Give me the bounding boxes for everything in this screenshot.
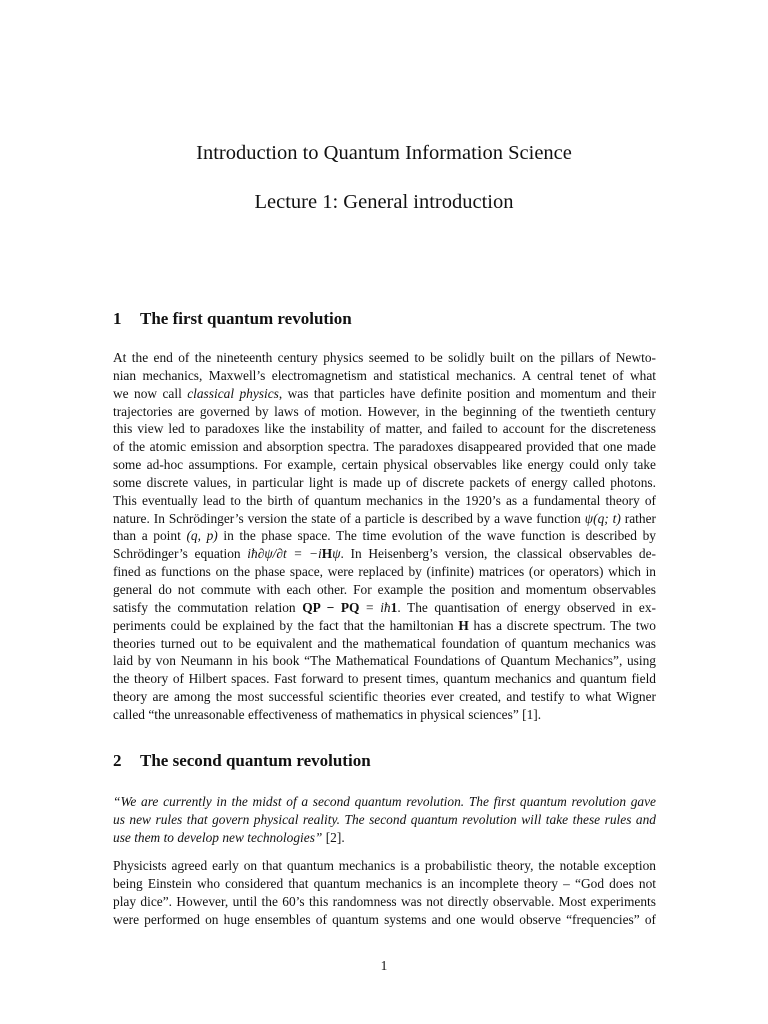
paragraph-line: At the end of the nineteenth century physics seemed to be solidly built on the pillars of Newto- xyxy=(113,350,656,365)
document-title: Introduction to Quantum Information Science xyxy=(196,142,572,164)
paragraph-line: satisfy the commutation relation QP − PQ = iħ1. The quantisation of energy observed in ex- xyxy=(113,599,656,615)
section-1-heading xyxy=(113,309,352,329)
section-1-paragraph xyxy=(113,349,656,724)
quote-line: “We are currently in the midst of a second quantum revolution. The first quantum revolution gave xyxy=(113,794,656,809)
paragraph-line: being Einstein who considered that quantum mechanics is an incomplete theory – “God does not xyxy=(113,875,656,891)
citation-2: [2]. xyxy=(322,829,345,845)
commutation-relation-formula: QP − PQ = iħ1 xyxy=(302,599,398,615)
paragraph-line: theory are among the most successful scientific theories ever created, and testify to what Wigner xyxy=(113,689,656,705)
paragraph-line: nian mechanics, Maxwell’s electromagnetism and statistical mechanics. A central tenet of what xyxy=(113,367,656,383)
paragraph-line: periments could be explained by the fact that the hamiltonian H has a discrete spectrum. The two xyxy=(113,617,656,633)
section-2-paragraph xyxy=(113,857,656,928)
section-2-number: 2 xyxy=(113,751,122,770)
phase-space-point-formula: (q, p) xyxy=(186,528,218,544)
paragraph-line: trajectories are governed by laws of motion. However, in the beginning of the twentieth century xyxy=(113,403,656,419)
paragraph-line: were performed on huge ensembles of quantum systems and one would observe “frequencies” of xyxy=(113,911,656,927)
paragraph-line: the theory of Hilbert spaces. Fast forward to present times, quantum mechanics and quantum field xyxy=(113,671,656,687)
section-1-title: The first quantum revolution xyxy=(140,309,352,328)
paragraph-line: of the atomic emission and absorption spectra. The paradoxes disappeared provided that one made xyxy=(113,439,656,455)
section-2-quote xyxy=(113,793,656,847)
paragraph-line: some discrete values, in particular light is made up of discrete packets of energy called photons. xyxy=(113,474,656,490)
paragraph-line: fined as functions on the phase space, were replaced by (infinite) matrices (or operators) which in xyxy=(113,564,656,580)
quote-line: use them to develop new technologies” [2]. xyxy=(113,829,345,845)
quote-line: us new rules that govern physical reality. The second quantum revolution will take these rules and xyxy=(113,811,656,827)
paragraph-line: Schrödinger’s equation iħ∂ψ/∂t = −iHψ. In Heisenberg’s version, the classical observables de- xyxy=(113,546,656,562)
lecture-subtitle: Lecture 1: General introduction xyxy=(254,191,514,213)
paragraph-line: called “the unreasonable effectiveness of mathematics in physical sciences” [1]. xyxy=(113,706,542,722)
paragraph-line: theories turned out to be equivalent and the mathematical foundation of quantum mechanics was xyxy=(113,635,656,651)
page-number: 1 xyxy=(380,958,388,973)
paragraph-line: this view led to paradoxes like the instability of matter, and failed to account for the discreteness xyxy=(113,421,656,437)
paragraph-line: some ad-hoc assumptions. For example, certain physical observables like energy could only take xyxy=(113,457,656,473)
paragraph-line: than a point (q, p) in the phase space. The time evolution of the wave function is described by xyxy=(113,528,656,544)
paragraph-line: This eventually lead to the birth of quantum mechanics in the 1920’s as a fundamental theory of xyxy=(113,492,656,508)
section-2-title: The second quantum revolution xyxy=(140,751,371,770)
paragraph-line: nature. In Schrödinger’s version the state of a particle is described by a wave function ψ(q; t) rather xyxy=(113,510,656,526)
schrodinger-equation-formula: iħ∂ψ/∂t = −iHψ xyxy=(247,546,341,562)
section-2-heading xyxy=(113,751,371,771)
hamiltonian-symbol: H xyxy=(458,617,469,633)
wave-function-formula: ψ(q; t) xyxy=(584,510,621,526)
paragraph-line: general do not commute with each other. For example the position and momentum observables xyxy=(113,581,656,597)
paragraph-line: Physicists agreed early on that quantum mechanics is a probabilistic theory, the notable exception xyxy=(113,858,656,873)
paragraph-line: play dice”. However, until the 60’s this randomness was not directly observable. Most experiments xyxy=(113,893,656,909)
classical-physics-term: classical physics xyxy=(187,385,279,401)
paragraph-line: we now call classical physics, was that particles have definite position and momentum and their xyxy=(113,385,656,401)
section-1-number: 1 xyxy=(113,309,122,328)
paragraph-line: laid by von Neumann in his book “The Mathematical Foundations of Quantum Mechanics”, using xyxy=(113,653,656,669)
